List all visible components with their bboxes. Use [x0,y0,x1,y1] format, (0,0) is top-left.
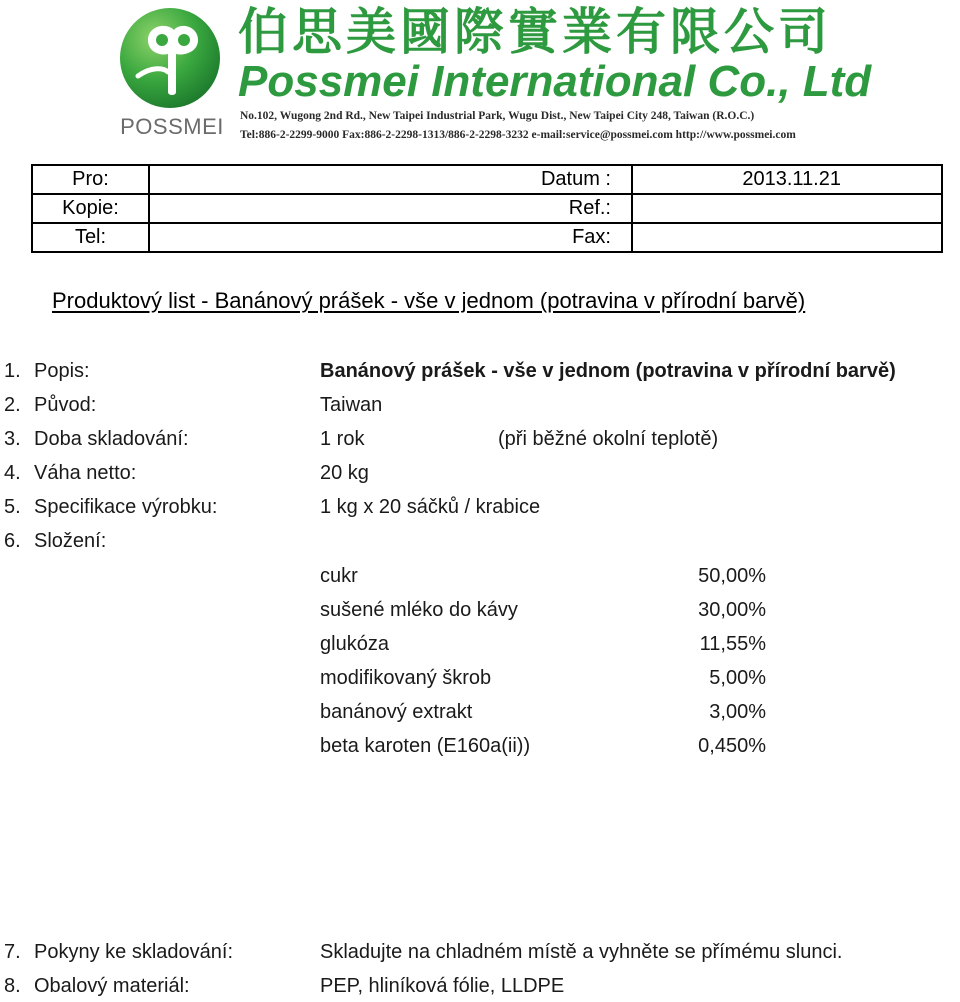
ingredient-row [0,696,960,728]
ingredient-percent: 11,55% [699,633,766,655]
spec-note: (při běžné okolní teplotě) [498,428,719,450]
header-row-copy [32,194,942,223]
spec-value: Banánový prášek - vše v jednom (potravina v přírodní barvě) [320,360,896,382]
spec-label: Obalový materiál: [34,975,190,997]
copy-label: Kopie: [32,194,149,223]
date-label: Datum : [149,165,632,194]
spec-row-description [0,355,960,387]
letterhead [0,0,960,150]
spec-row-storage [0,936,960,968]
spec-number: 1. [4,360,21,382]
spec-label: Doba skladování: [34,428,189,450]
logo-wordmark: POSSMEI [120,114,224,139]
spec-label: Pokyny ke skladování: [34,941,233,963]
spec-row-origin [0,389,960,421]
ingredient-name: beta karoten (E160a(ii)) [320,735,531,757]
ingredient-percent: 5,00% [709,667,766,689]
spec-number: 3. [4,428,21,450]
spec-label: Složení: [34,530,107,552]
fax-value [632,223,942,252]
header-row-tel [32,223,942,252]
ref-value [632,194,942,223]
possmei-logo-icon [118,6,222,110]
company-contact: Tel:886-2-2299-9000 Fax:886-2-2298-1313/886-2-2298-3232 e-mail:service@possmei.com http://www.possmei.com [240,129,796,141]
spec-value: Taiwan [320,394,383,416]
spec-row-packaging [0,970,960,1002]
spec-number: 6. [4,530,21,552]
spec-value: 1 kg x 20 sáčků / krabice [320,496,541,518]
header-table [31,164,943,253]
ingredient-percent: 30,00% [698,599,766,621]
spec-value: 1 rok [320,428,365,450]
spec-number: 7. [4,941,21,963]
spec-number: 2. [4,394,21,416]
ingredient-row [0,662,960,694]
ingredient-name: sušené mléko do kávy [320,599,518,621]
spec-row-ingredients [0,525,960,557]
document-title: Produktový list - Banánový prášek - vše v jednom (potravina v přírodní barvě) [52,288,806,313]
spec-label: Původ: [34,394,97,416]
company-name-english: Possmei International Co., Ltd [238,57,872,106]
spec-value: Skladujte na chladném místě a vyhněte se přímému slunci. [320,941,843,963]
ingredient-row [0,730,960,762]
date-value: 2013.11.21 [632,165,942,194]
header-row-pro [32,165,942,194]
fax-label: Fax: [149,223,632,252]
spec-row-product-spec [0,491,960,523]
spec-label: Specifikace výrobku: [34,496,218,518]
tel-label: Tel: [32,223,149,252]
spec-number: 4. [4,462,21,484]
ingredient-percent: 3,00% [709,701,766,723]
spec-value: PEP, hliníková fólie, LLDPE [320,975,565,997]
ingredient-name: banánový extrakt [320,701,473,723]
ingredient-percent: 0,450% [698,735,766,757]
ingredient-name: cukr [320,565,358,587]
ingredient-percent: 50,00% [698,565,766,587]
spec-row-net-weight [0,457,960,489]
company-address: No.102, Wugong 2nd Rd., New Taipei Industrial Park, Wugu Dist., New Taipei City 248, Taiwan (R.O.C.) [240,110,755,122]
ingredient-row [0,594,960,626]
spec-number: 5. [4,496,21,518]
pro-label: Pro: [32,165,149,194]
ingredient-name: glukóza [320,633,389,655]
ref-label: Ref.: [149,194,632,223]
spec-label: Váha netto: [34,462,137,484]
spec-number: 8. [4,975,21,997]
ingredient-name: modifikovaný škrob [320,667,492,689]
company-name-chinese: 伯思美國際實業有限公司 [238,3,832,61]
ingredient-row [0,560,960,592]
ingredient-row [0,628,960,660]
spec-label: Popis: [34,360,90,382]
spec-row-shelf-life [0,423,960,455]
spec-value: 20 kg [320,462,369,484]
